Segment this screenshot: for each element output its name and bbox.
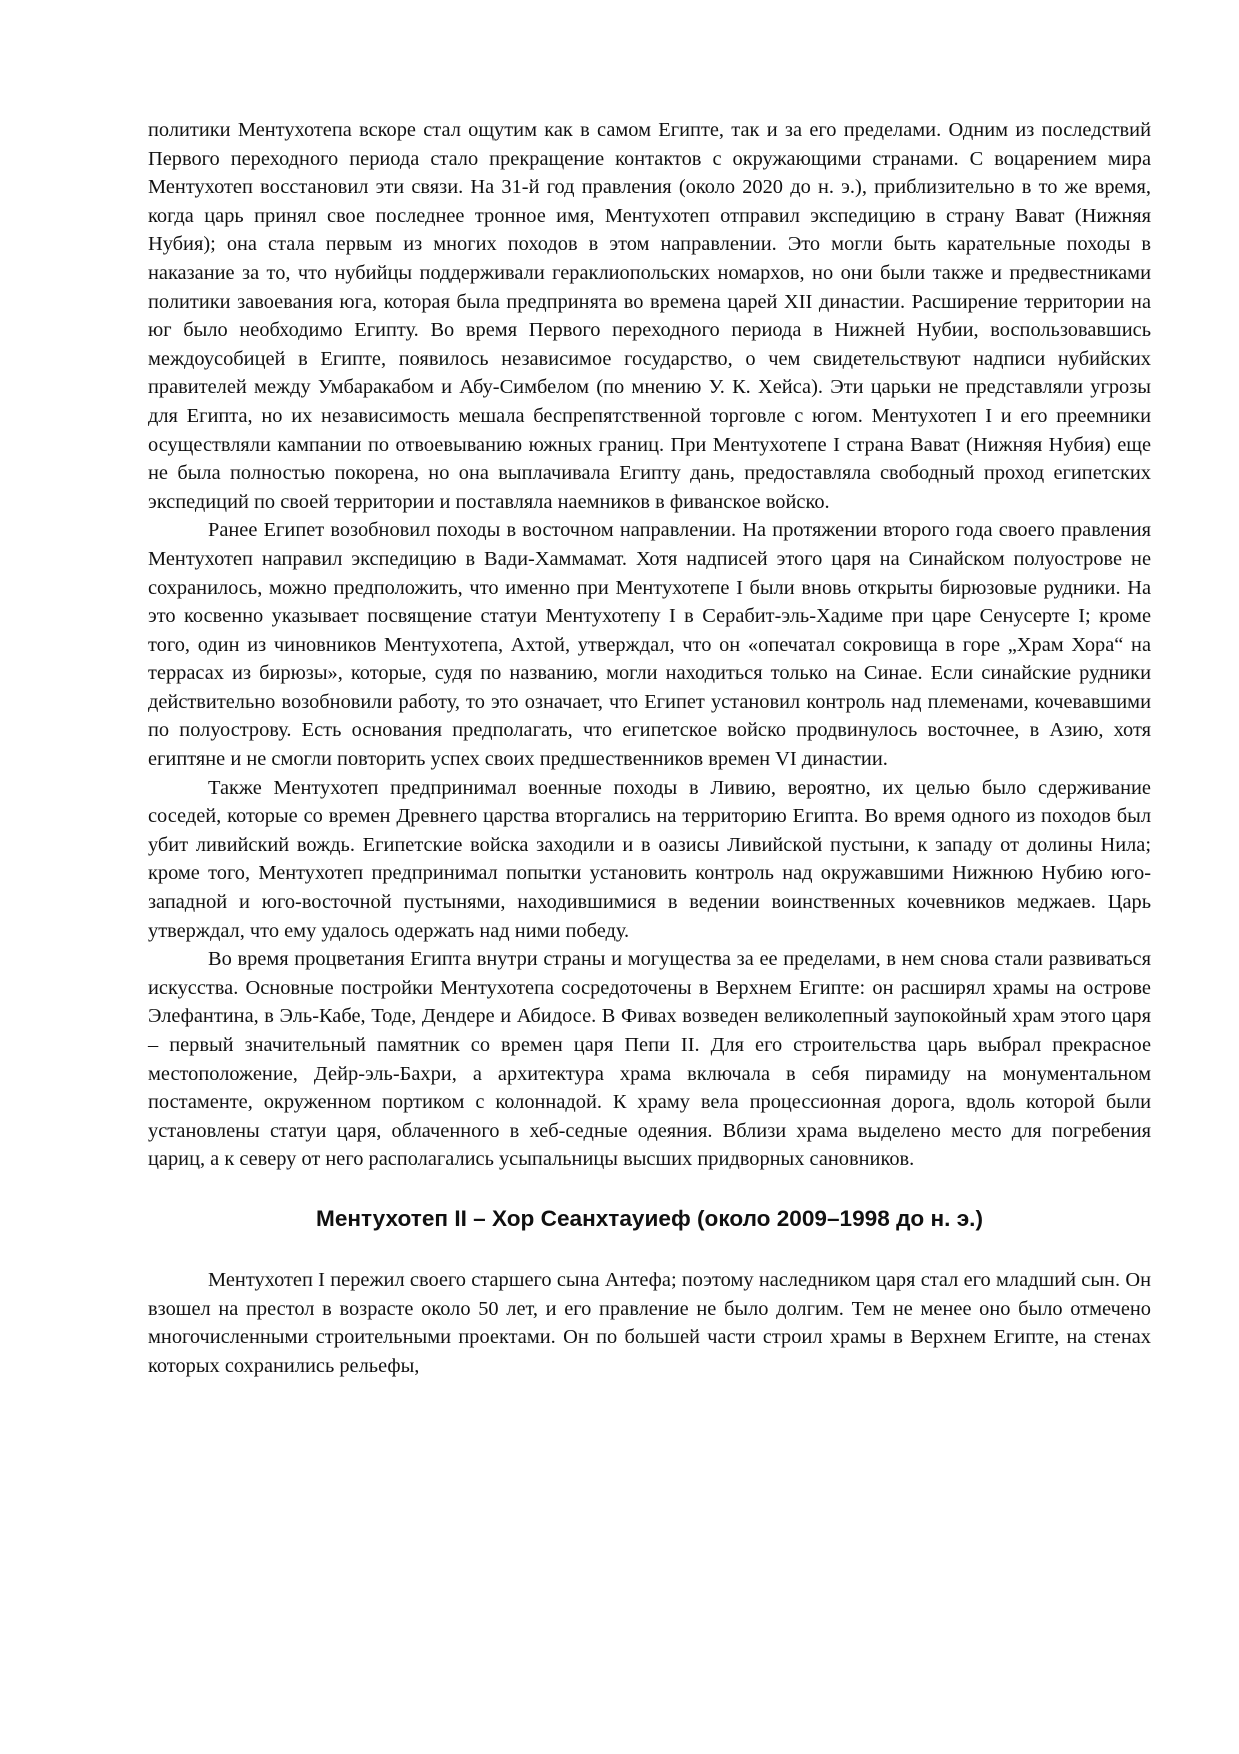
paragraph-eastern-expeditions: Ранее Египет возобновил походы в восточном направлении. На протяжении второго года своего правления Ментухотеп направил экспедицию в Вади-Хаммамат. Хотя надписей этого царя на Синайском полуострове не сохранилось, можно предположить, что именно при Ментухотепе I были вновь открыты бирюзовые рудники. На это косвенно указывает посвящение статуи Ментухотепу I в Серабит-эль-Хадиме при царе Сенусерте I; кроме того, один из чиновников Ментухотепа, Ахтой, утверждал, что он «опечатал сокровища в горе „Храм Хора“ на террасах из бирюзы», которые, судя по названию, могли находиться только на Синае. Если синайские рудники действительно возобновили работу, то это означает, что Египет установил контроль над племенами, кочевавшими по полуострову. Есть основания предполагать, что египетское войско продвинулось восточнее, в Азию, хотя египтяне и не смогли повторить успех своих предшественников времен VI династии. bbox=[148, 519, 1151, 771]
paragraph-arts-and-temples: Во время процветания Египта внутри страны и могущества за ее пределами, в нем снова стали развиваться искусства. Основные постройки Ментухотепа сосредоточены в Верхнем Египте: он расширял храмы на острове Элефантина, в Эль-Кабе, Тоде, Дендере и Абидосе. В Фивах возведен великолепный заупокойный храм этого царя – первый значительный памятник со времен царя Пепи II. Для его строительства царь выбрал прекрасное местоположение, Дейр-эль-Бахри, а архитектура храма включала в себя пирамиду на монументальном постаменте, окруженном портиком с колоннадой. К храму вела процессионная дорога, вдоль которой были установлены статуи царя, облаченного в хеб-седные одеяния. Вблизи храма выделено место для погребения цариц, а к северу от него располагались усыпальницы высших придворных сановников. bbox=[148, 948, 1151, 1171]
section-heading: Ментухотеп II – Хор Сеанхтауиеф (около 2009–1998 до н. э.) bbox=[316, 1205, 983, 1231]
paragraph-libya-campaigns: Также Ментухотеп предпринимал военные походы в Ливию, вероятно, их целью было сдерживание соседей, которые со времен Древнего царства вторгались на территорию Египта. Во время одного из походов был убит ливийский вождь. Египетские войска заходили и в оазисы Ливийской пустыни, к западу от долины Нила; кроме того, Ментухотеп предпринимал попытки установить контроль над окружавшими Нижнюю Нубию юго-западной и юго-восточной пустынями, находившимися в ведении воинственных кочевников меджаев. Царь утверждал, что ему удалось одержать над ними победу. bbox=[148, 776, 1151, 942]
paragraph-nubia-policy: политики Ментухотепа вскоре стал ощутим как в самом Египте, так и за его пределами. Одним из последствий Первого переходного периода стало прекращение контактов с окружающими странами. С воцарением мира Ментухотеп восстановил эти связи. На 31-й год правления (около 2020 до н. э.), приблизительно в то же время, когда царь принял свое последнее тронное имя, Ментухотеп отправил экспедицию в страну Вават (Нижняя Нубия); она стала первым из многих походов в этом направлении. Это могли быть карательные походы в наказание за то, что нубийцы поддерживали гераклиопольских номархов, но они были также и предвестниками политики завоевания юга, которая была предпринята во времена царей XII династии. Расширение территории на юг было необходимо Египту. Во время Первого переходного периода в Нижней Нубии, воспользовавшись междоусобицей в Египте, появилось независимое государство, о чем свидетельствуют надписи нубийских правителей между Умбаракабом и Абу-Симбелом (по мнению У. К. Хейса). Эти царьки не представляли угрозы для Египта, но их независимость мешала беспрепятственной торговле с югом. Ментухотеп I и его преемники осуществляли кампании по отвоевыванию южных границ. При Ментухотепе I страна Вават (Нижняя Нубия) еще не была полностью покорена, но она выплачивала Египту дань, предоставляла свободный проход египетских экспедиций по своей территории и поставляла наемников в фиванское войско. bbox=[148, 119, 1151, 513]
document-page bbox=[148, 116, 1151, 1380]
paragraph-mentuhotep-ii: Ментухотеп I пережил своего старшего сына Антефа; поэтому наследником царя стал его младший сын. Он взошел на престол в возрасте около 50 лет, и его правление не было долгим. Тем не менее оно было отмечено многочисленными строительными проектами. Он по большей части строил храмы в Верхнем Египте, на стенах которых сохранились рельефы, bbox=[148, 1268, 1151, 1377]
